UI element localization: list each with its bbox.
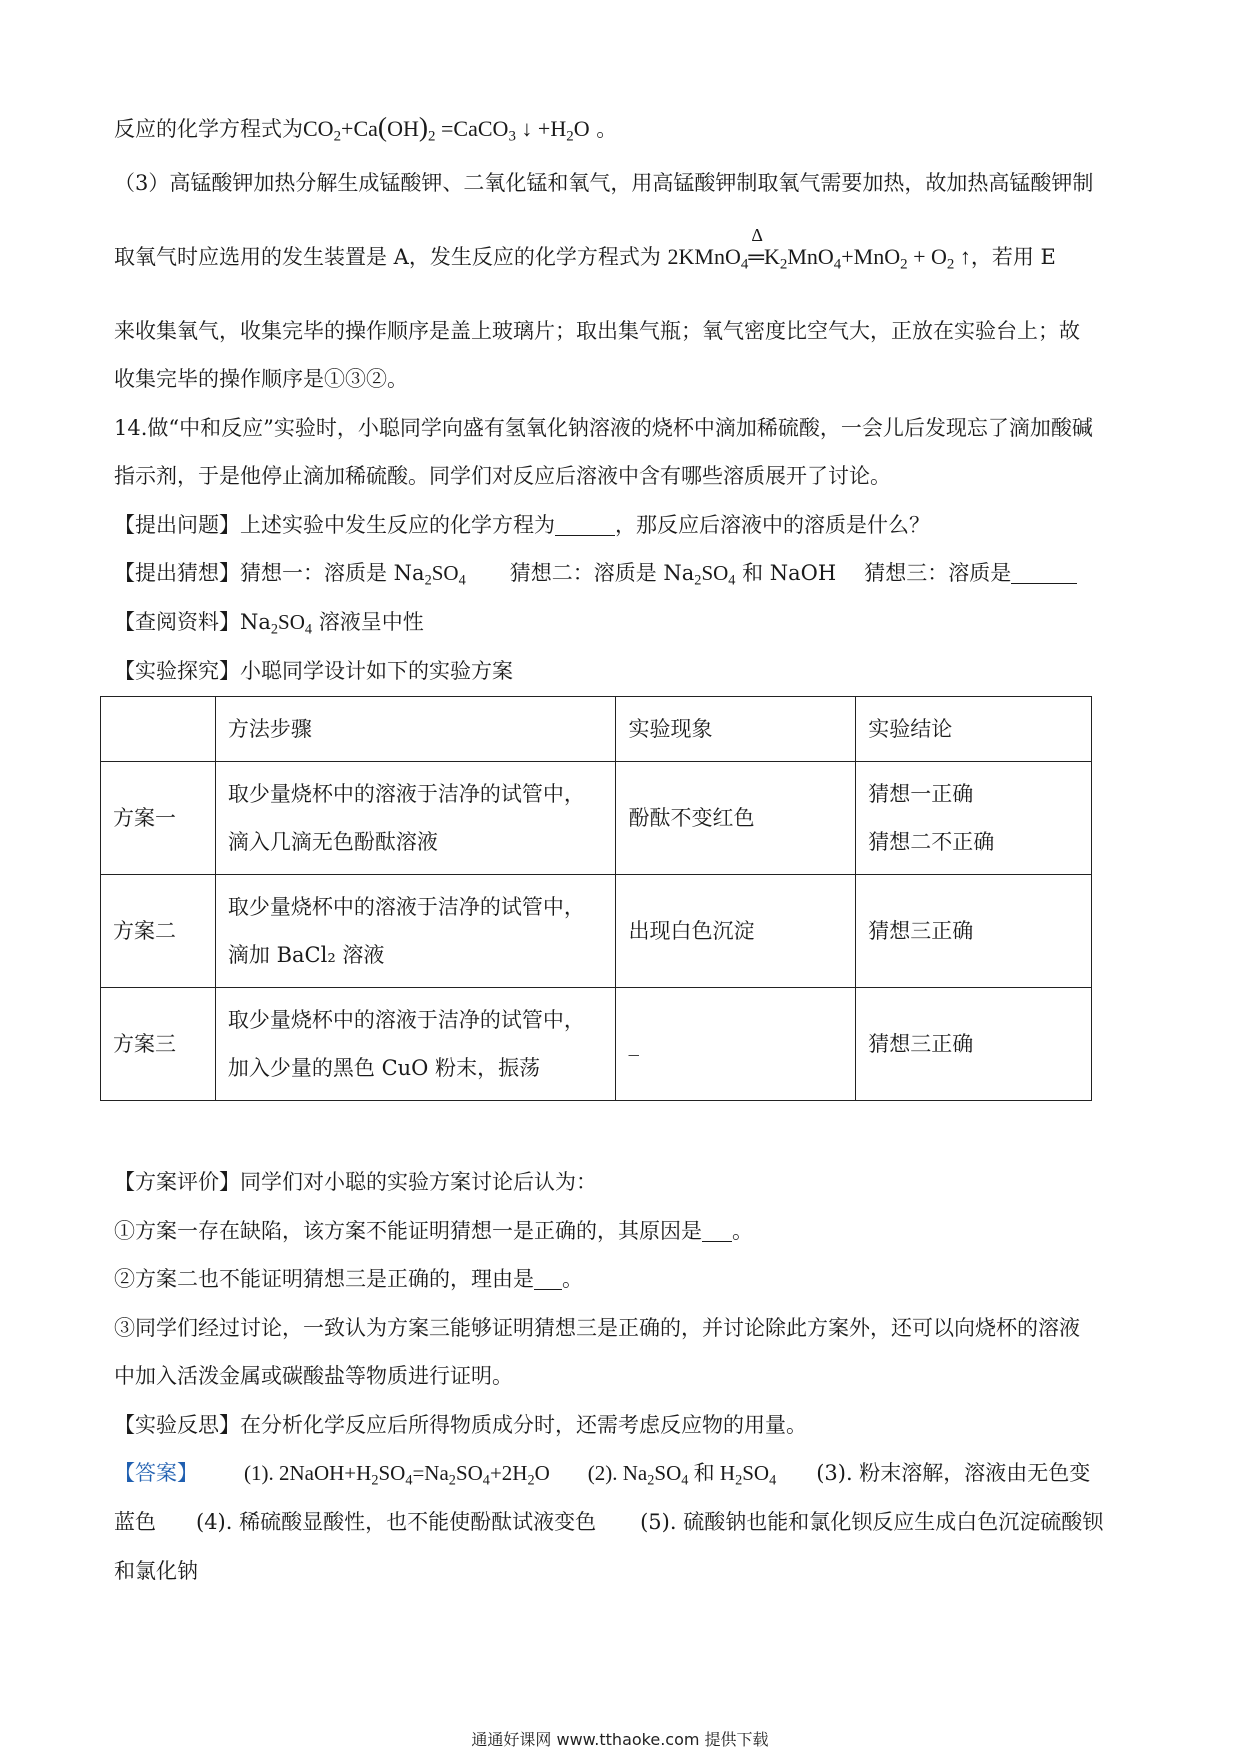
ask-line [114,510,1139,540]
answer-1: (1). $2NaOH+H_2SO_4=Na_2SO_4+2H_2O$ [244,1461,550,1489]
text: 【提出问题】上述实验中发生反应的化学方程为 [114,513,555,537]
plan-phenomenon: _ [616,988,856,1101]
data-line [114,607,1139,637]
text: 溶液呈中性 [312,610,424,634]
header-cell: 实验现象 [616,697,856,762]
plan-name: 方案二 [101,875,216,988]
paragraph-line: 收集完毕的操作顺序是①③②。 [114,367,408,391]
answer-5: (5). 硫酸钠也能和氯化钡反应生成白色沉淀硫酸钡 [640,1510,1104,1534]
text: ，若用 E [970,245,1056,269]
answer-blank [555,513,615,536]
text: 取氧气时应选用的发生装置是 A，发生反应的化学方程式为 [114,245,668,269]
header-cell: 方法步骤 [215,697,616,762]
text: 【提出猜想】猜想一：溶质是 Na [114,561,425,585]
kmno4-line [114,225,1139,273]
answer-blank [1011,561,1077,584]
text: 反应的化学方程式为 [114,117,303,141]
text: 。 [589,117,618,141]
eval-line-2 [114,1264,1139,1294]
paragraph-line: （3）高锰酸钾加热分解生成锰酸钾、二氧化锰和氧气，用高锰酸钾制取氧气需要加热，故加热高锰酸钾制 [114,171,1094,195]
answer-3: (3). 粉末溶解，溶液由无色变 [816,1461,1091,1485]
table-header-row [101,697,1092,762]
plan-steps: 取少量烧杯中的溶液于洁净的试管中， 滴入几滴无色酚酞溶液 [215,762,616,875]
answer-blank [702,1219,732,1242]
text: 和 NaOH [735,561,837,585]
text: 【查阅资料】Na [114,610,271,634]
plan-steps: 取少量烧杯中的溶液于洁净的试管中， 滴加 BaCl₂ 溶液 [215,875,616,988]
header-cell [101,697,216,762]
text: ，那反应后溶液中的溶质是什么？ [615,513,930,537]
plan-phenomenon: 出现白色沉淀 [616,875,856,988]
paragraph-line: 来收集氧气，收集完毕的操作顺序是盖上玻璃片；取出集气瓶；氧气密度比空气大，正放在实验台上；故 [114,319,1080,343]
table-row [101,875,1092,988]
answer-label: 【答案】 [114,1461,198,1485]
plan-name: 方案三 [101,988,216,1101]
eval-line-3b: 中加入活泼金属或碳酸盐等物质进行证明。 [114,1364,513,1388]
equation-line-1 [114,112,1139,144]
eval-line-3: ③同学们经过讨论，一致认为方案三能够证明猜想三是正确的，并讨论除此方案外，还可以向烧杯的溶液 [114,1316,1080,1340]
table-row [101,988,1092,1101]
text: 猜想三：溶质是 [864,561,1012,585]
text: 蓝色 [114,1510,156,1534]
question-line: 14.做“中和反应”实验时，小聪同学向盛有氢氧化钠溶液的烧杯中滴加稀硫酸，一会儿后发现忘了滴加酸碱 [114,416,1093,440]
text: 。 [732,1219,753,1243]
eval-title: 【方案评价】同学们对小聪的实验方案讨论后认为： [114,1170,597,1194]
text: 。 [562,1267,583,1291]
answer-line-1 [114,1458,1139,1488]
answer-line-3: 和氯化钠 [114,1559,198,1583]
plan-conclusion: 猜想三正确 [856,875,1092,988]
question-line: 指示剂，于是他停止滴加稀硫酸。同学们对反应后溶液中含有哪些溶质展开了讨论。 [114,464,891,488]
eval-line-1 [114,1216,1139,1246]
plan-steps: 取少量烧杯中的溶液于洁净的试管中， 加入少量的黑色 CuO 粉末，振荡 [215,988,616,1101]
formula: $_2SO_4$ [424,561,466,589]
plan-conclusion: 猜想三正确 [856,988,1092,1101]
header-cell: 实验结论 [856,697,1092,762]
formula: $_2SO_4$ [694,561,736,589]
answer-4: (4). 稀硫酸显酸性，也不能使酚酞试液变色 [196,1510,597,1534]
answer-blank [534,1267,562,1290]
guess-line [114,558,1139,588]
co2-equation: $CO_2+Ca(OH)_2$ =CaCO$_3$ ↓ $+H_2O$ [303,111,590,145]
plan-conclusion: 猜想一正确 猜想二不正确 [856,762,1092,875]
plan-name: 方案一 [101,762,216,875]
answer-2: (2). $Na_2SO_4$ 和 $H_2SO_4$ [587,1461,777,1489]
plan-phenomenon: 酚酞不变红色 [616,762,856,875]
reflect-line: 【实验反思】在分析化学反应后所得物质成分时，还需考虑反应物的用量。 [114,1413,807,1437]
text: 猜想二：溶质是 Na [509,561,695,585]
page-footer: 通通好课网 www.tthaoke.com 提供下载 [471,1730,769,1749]
table-row [101,762,1092,875]
answer-line-2 [114,1507,1139,1537]
formula: $_2SO_4$ [270,610,313,638]
explore-line: 【实验探究】小聪同学设计如下的实验方案 [114,659,513,683]
text: ②方案二也不能证明猜想三是正确的，理由是 [114,1267,534,1291]
experiment-table [100,696,1092,1101]
kmno4-equation: 2KMnO$_4$ Δ $═K_2MnO_4+MnO_2 + O_2$ ↑ [667,225,971,273]
text: ①方案一存在缺陷，该方案不能证明猜想一是正确的，其原因是 [114,1219,702,1243]
